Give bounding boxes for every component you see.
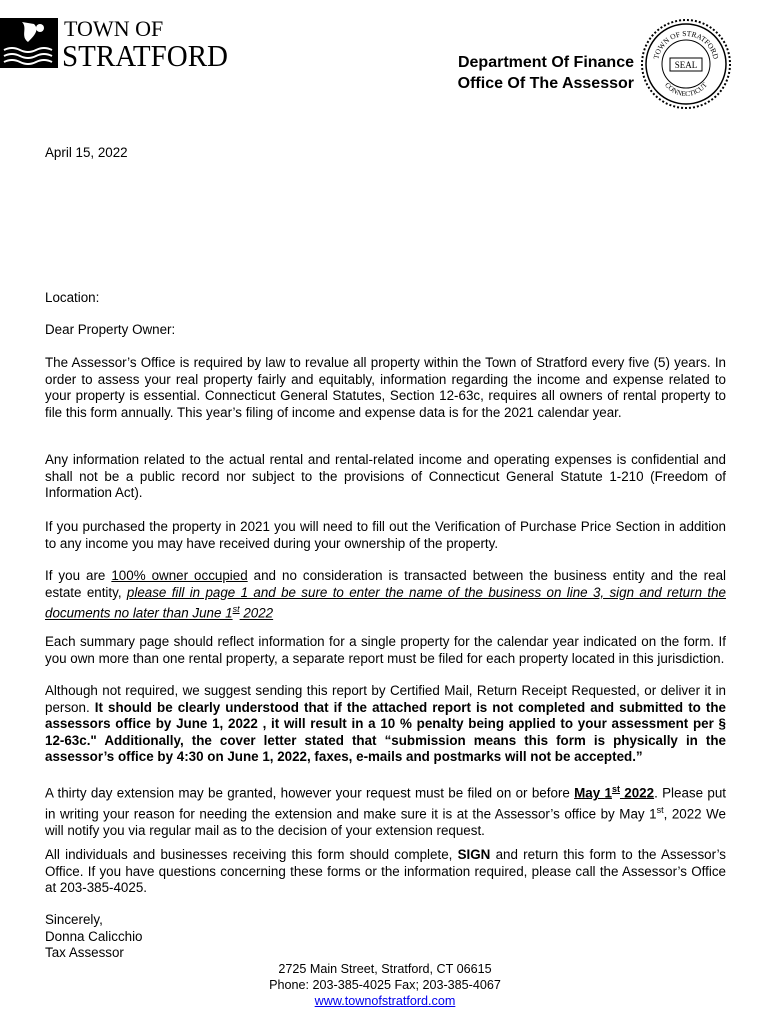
paragraph-6: [45, 683, 726, 766]
p4-owner-occupied: 100% owner occupied: [111, 568, 248, 583]
p7-text-b: . Please put in writing your reason for needing the extension and make sure it is at the Assessor’s office by May 1: [45, 785, 726, 822]
paragraph-4: [45, 568, 726, 622]
closing: Sincerely,: [45, 912, 103, 927]
p4-text-b: and no consideration is transacted between the business entity and the real estate entity,: [45, 568, 727, 600]
svg-text:TOWN OF STRATFORD: [651, 29, 720, 61]
seal-text-top: TOWN OF STRATFORD: [651, 28, 721, 60]
paragraph-7: [45, 781, 726, 840]
logo-line1: TOWN OF: [64, 16, 164, 41]
p8-text-a: All individuals and businesses receiving this form should complete,: [45, 847, 458, 862]
town-logo: [0, 14, 232, 70]
dept-line1: Department Of Finance: [457, 54, 634, 71]
seal-text-bottom: CONNECTICUT: [663, 81, 709, 99]
seal-center: SEAL: [674, 60, 698, 70]
p4-instructions: please fill in page 1 and be sure to enter the name of the business on line 3, sign and return the documents no later than June 1: [45, 584, 726, 621]
p7-text-c: , 2022 We will notify you via regular mail as to the decision of your extension request.: [45, 806, 726, 839]
p7-superscript: st: [611, 784, 620, 794]
p6-penalty-notice: It should be clearly understood that if the attached report is not completed and submitted to the assessors office by June 1, 2022 , it will result in a 10 % penalty being applied to your assessment per § 12-63c." Additionally, the cover letter stated that “submission means this form is physically in the assessor’s office by 4:30 on June 1, 2022, faxes, e-mails and postmarks will not be accepted.”: [45, 699, 727, 765]
svg-text:CONNECTICUT: [663, 81, 709, 98]
salutation: Dear Property Owner:: [45, 322, 176, 337]
signature-block: [45, 912, 726, 962]
p7-superscript-2: st: [656, 805, 664, 816]
p4-superscript: st: [232, 604, 240, 615]
website-link[interactable]: www.townofstratford.com: [314, 994, 456, 1008]
p4-year: 2022: [239, 605, 274, 621]
footer: [200, 961, 570, 1009]
paragraph-8: [45, 847, 726, 897]
paragraph-2: Any information related to the actual rental and rental-related income and operating expenses is confidential and shall not be a public record nor subject to the provisions of Connecticut General Statute 1-210 (Freedom of Information Act).: [45, 452, 726, 501]
p6-text-a: Although not required, we suggest sending this report by Certified Mail, Return Receipt Requested, or deliver it in person.: [45, 683, 726, 715]
footer-address: 2725 Main Street, Stratford, CT 06615: [278, 962, 492, 976]
p8-sign: SIGN: [457, 847, 491, 862]
p4-text-a: If you are: [45, 568, 112, 583]
footer-phone: Phone: 203-385-4025 Fax; 203-385-4067: [269, 978, 501, 992]
town-seal: [640, 18, 732, 110]
location-label: Location:: [45, 290, 100, 305]
paragraph-5: Each summary page should reflect information for a single property for the calendar year indicated on the form. If you own more than one rental property, a separate report must be filed for each property located in this jurisdiction.: [45, 634, 726, 666]
p8-text-c: and return this form to the Assessor’s Office. If you have questions concerning these forms or the information required, please call the Assessor’s Office at 203-385-4025.: [45, 847, 726, 896]
signer-name: Donna Calicchio: [45, 928, 143, 944]
letter-date: April 15, 2022: [45, 145, 128, 160]
p7-text-a: A thirty day extension may be granted, however your request must be filed on or before: [45, 785, 575, 801]
paragraph-1: The Assessor’s Office is required by law to revalue all property within the Town of Stratford every five (5) years. In order to assess your real property fairly and equitably, information regarding the income and expense related to your property is essential. Connecticut General Statutes, Section 12-63c, requires all owners of rental property to file this form annually. This year’s filing of income and expense data is for the 2021 calendar year.: [45, 355, 726, 420]
dept-line2: Office Of The Assessor: [457, 75, 634, 92]
p7-deadline-date: May 1: [574, 785, 612, 801]
paragraph-3: If you purchased the property in 2021 you will need to fill out the Verification of Purchase Price Section in addition to any income you may have received during your ownership of the property.: [45, 519, 726, 551]
p7-deadline-year: 2022: [619, 785, 655, 801]
town-seal-graphic: [640, 18, 732, 110]
department-heading: [360, 52, 634, 94]
signer-title: Tax Assessor: [45, 945, 124, 961]
town-logo-graphic: [0, 14, 232, 70]
logo-line2: STRATFORD: [62, 38, 228, 70]
